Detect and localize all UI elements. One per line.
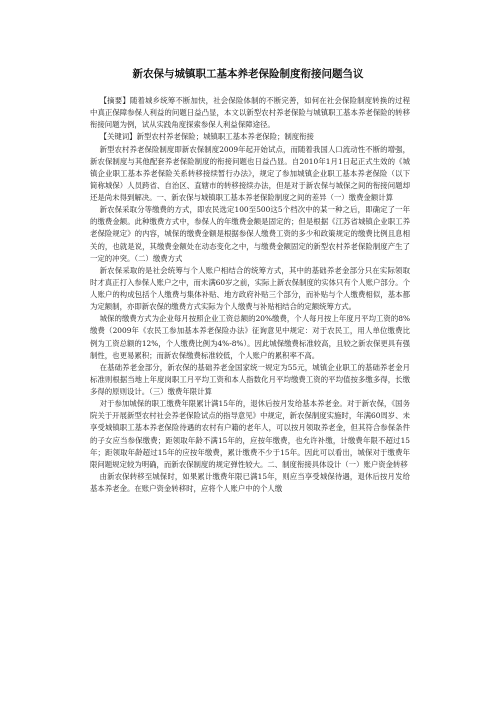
paragraph: 新型农村养老保险制度即新农保制度2009年起开始试点，而随着我国人口流动性不断的增强，新农保制度与其他配套养老保险制度的衔接问题也日益凸显。自2010年1月1日起正式生效的《城镇企业职工基本养老保险关系转移接续暂行办法》，规定了参加城镇企业职工基本养老保险（以下简称城保）人员跨省、自治区、直辖市的转移接续办法，但是对于新农保与城保之间的衔接问题却还是尚未得到解决。一、新农保与城镇职工基本养老保险制度之间的差异（一）缴费金额计算 <box>90 144 410 202</box>
paragraph-keywords: 【关键词】新型农村养老保险；城镇职工基本养老保险；制度衔接 <box>99 132 314 142</box>
paragraph: 在基础养老金部分，新农保的基础养老金国家统一规定为55元，城镇企业职工的基础养老金月标准则根据当地上年度岗职工月平均工资和本人指数化月平均缴费工资的平均值按多缴多得，长缴多得的原则设计。（三）缴费年限计算 <box>90 362 410 396</box>
paragraph: 城保的缴费方式为企业每月按照企业工资总额的20%缴费，个人每月按上年度月平均工资的8%缴费（2009年《农民工参加基本养老保险办法》征询意见中规定：对于农民工，用人单位缴费比例为工资总额的12%，个人缴费比例为4%-8%）。因此城保缴费标准较高，且较之新农保更具有强制性，也更易累积；而新农保缴费标准较低，个人账户的累积率不高。 <box>90 314 410 360</box>
paragraph: 新农保采取分等缴费的方式，即农民选定100至500这5个档次中的某一种之后，即确定了一年的缴费金额。此种缴费方式中，参保人的年缴费金额是固定的；但是根据《江苏省城镇企业职工养老保险规定》的内容，城保的缴费金额是根据参保人缴费工资的多少和政策规定的缴费比例且息相关的，也就是说，其缴费金额处在动态变化之中，与缴费金额固定的新型农村养老保险制度产生了一定的冲突。（二）缴费方式 <box>90 205 410 263</box>
paragraph: 对于参加城保的职工缴费年限累计满15年的，退休后按月发给基本养老金。对于新农保，《国务院关于开展新型农村社会养老保险试点的指导意见》中规定，新农保制度实施时，年满60周岁、未享受城镇职工基本养老保险待遇的农村有户籍的老年人，可以按月领取养老金，但其符合参保条件的子女应当参保缴费；距领取年龄不满15年的，应按年缴费，也允许补缴，计缴费年限不超过15年；距领取年龄超过15年的应按年缴费，累计缴费不少于15年。因此可以看出，城保对于缴费年限问题规定较为明确，而新农保制度的规定弹性较大。二、制度衔接具体设计（一）账户资金转移 <box>90 399 410 469</box>
paragraph: 由新农保转移至城保时，如果累计缴费年限已满15年，则应当享受城保待遇，退休后按月发给基本养老金。在账户资金转移时，应将个人账户中的个人缴 <box>90 471 410 493</box>
paragraph: 新农保采取的是社会统筹与个人账户相结合的统筹方式，其中的基础养老金部分只在实际领取时才真正打入参保人账户之中，而未满60岁之前，实际上新农保制度的实体只有个人账户部分。个人账户的构成包括个人缴费与集体补贴、地方政府补贴三个部分，而补贴与个人缴费相似，基本都为定额制，亦即新农保的缴费方式实际为个人缴费与补贴相结合的定额统筹方式。 <box>90 265 410 312</box>
document-body <box>90 95 410 495</box>
paragraph-abstract: 【摘要】随着城乡统筹不断加快，社会保险体制的不断完善，如何在社会保险制度转换的过程中真正保障参保人利益的问题日益凸显，本文以新型农村养老保险与城镇职工基本养老保险的转移衔接问题为例，试从实践角度探索参保人利益保障途径。 <box>90 96 410 130</box>
document-title: 新农保与城镇职工基本养老保险制度衔接问题刍议 <box>132 68 364 80</box>
